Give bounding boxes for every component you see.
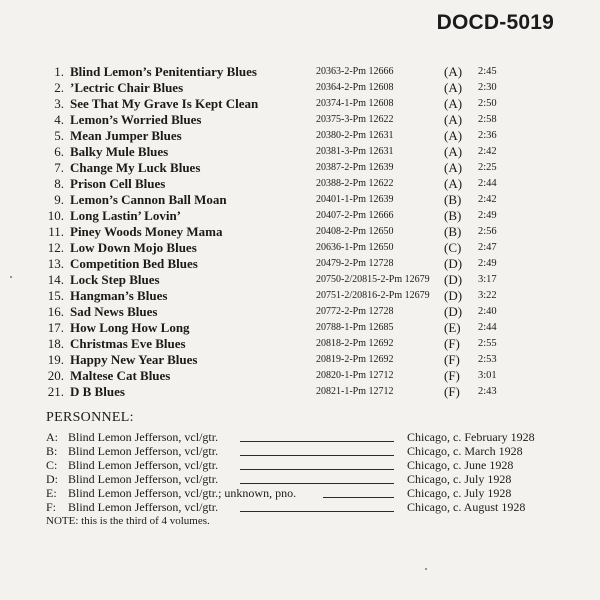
leader-rule — [240, 441, 394, 442]
matrix-number: 20788-1-Pm 12685 — [316, 322, 394, 333]
leader-rule — [240, 483, 394, 484]
track-duration: 2:55 — [478, 338, 497, 349]
track-duration: 2:49 — [478, 258, 497, 269]
paper-speck — [10, 276, 12, 278]
leader-rule — [323, 497, 394, 498]
matrix-number: 20363-2-Pm 12666 — [316, 66, 394, 77]
session-letter: (B) — [444, 224, 462, 239]
session-letter: (F) — [444, 368, 460, 383]
track-title: Hangman’s Blues — [70, 288, 168, 303]
track-list — [0, 64, 600, 400]
track-title: Competition Bed Blues — [70, 256, 198, 271]
track-number: 16. — [47, 304, 64, 319]
session-letter: (A) — [444, 64, 463, 79]
session-letter: (A) — [444, 112, 463, 127]
track-duration: 2:36 — [478, 130, 497, 141]
track-duration: 2:56 — [478, 226, 497, 237]
paper-speck — [425, 568, 427, 570]
session-letter: B: — [46, 444, 58, 458]
track-title: D B Blues — [70, 384, 125, 399]
track-row — [0, 288, 600, 304]
session-letter: (D) — [444, 256, 463, 271]
track-title: Change My Luck Blues — [70, 160, 201, 175]
matrix-number: 20820-1-Pm 12712 — [316, 370, 394, 381]
matrix-number: 20408-2-Pm 12650 — [316, 226, 394, 237]
track-duration: 3:17 — [478, 274, 497, 285]
session-letter: C: — [46, 458, 58, 472]
track-row — [0, 128, 600, 144]
musicians: Blind Lemon Jefferson, vcl/gtr. — [68, 430, 219, 444]
track-number: 8. — [54, 176, 64, 191]
personnel-row — [0, 472, 600, 486]
matrix-number: 20479-2-Pm 12728 — [316, 258, 394, 269]
recording-location-date: Chicago, c. July 1928 — [407, 486, 512, 500]
session-letter: (D) — [444, 272, 463, 287]
leader-rule — [240, 511, 394, 512]
track-number: 11. — [48, 224, 64, 239]
session-letter: (F) — [444, 384, 460, 399]
personnel-row — [0, 486, 600, 500]
recording-location-date: Chicago, c. June 1928 — [407, 458, 514, 472]
track-row — [0, 352, 600, 368]
track-number: 13. — [47, 256, 64, 271]
track-title: Balky Mule Blues — [70, 144, 169, 159]
session-letter: (C) — [444, 240, 462, 255]
track-title: Happy New Year Blues — [70, 352, 198, 367]
track-number: 14. — [47, 272, 64, 287]
track-title: Mean Jumper Blues — [70, 128, 182, 143]
track-title: Lock Step Blues — [70, 272, 160, 287]
track-row — [0, 320, 600, 336]
track-title: Lemon’s Worried Blues — [70, 112, 202, 127]
musicians: Blind Lemon Jefferson, vcl/gtr. — [68, 472, 219, 486]
recording-location-date: Chicago, c. July 1928 — [407, 472, 512, 486]
matrix-number: 20751-2/20816-2-Pm 12679 — [316, 290, 430, 301]
matrix-number: 20387-2-Pm 12639 — [316, 162, 394, 173]
track-number: 18. — [47, 336, 64, 351]
session-letter: D: — [46, 472, 58, 486]
track-title: ’Lectric Chair Blues — [70, 80, 184, 95]
volume-note: NOTE: this is the third of 4 volumes. — [46, 515, 210, 527]
track-number: 20. — [47, 368, 64, 383]
track-title: Blind Lemon’s Penitentiary Blues — [70, 64, 257, 79]
track-row — [0, 368, 600, 384]
personnel-row — [0, 444, 600, 458]
track-duration: 2:40 — [478, 306, 497, 317]
track-title: Sad News Blues — [70, 304, 158, 319]
session-letter: (F) — [444, 336, 460, 351]
track-row — [0, 336, 600, 352]
track-number: 6. — [54, 144, 64, 159]
matrix-number: 20407-2-Pm 12666 — [316, 210, 394, 221]
track-title: Low Down Mojo Blues — [70, 240, 197, 255]
session-letter: (E) — [444, 320, 461, 335]
track-duration: 2:45 — [478, 66, 497, 77]
track-duration: 2:30 — [478, 82, 497, 93]
track-number: 9. — [54, 192, 64, 207]
track-row — [0, 272, 600, 288]
matrix-number: 20380-2-Pm 12631 — [316, 130, 394, 141]
track-number: 1. — [54, 64, 64, 79]
session-letter: (A) — [444, 160, 463, 175]
session-letter: (A) — [444, 96, 463, 111]
track-number: 3. — [54, 96, 64, 111]
track-number: 7. — [54, 160, 64, 175]
recording-location-date: Chicago, c. February 1928 — [407, 430, 535, 444]
track-number: 17. — [47, 320, 64, 335]
track-number: 12. — [47, 240, 64, 255]
track-duration: 2:49 — [478, 210, 497, 221]
personnel-list — [0, 430, 600, 514]
matrix-number: 20374-1-Pm 12608 — [316, 98, 394, 109]
track-row — [0, 256, 600, 272]
track-row — [0, 304, 600, 320]
personnel-row — [0, 500, 600, 514]
matrix-number: 20772-2-Pm 12728 — [316, 306, 394, 317]
matrix-number: 20821-1-Pm 12712 — [316, 386, 394, 397]
session-letter: (D) — [444, 304, 463, 319]
track-row — [0, 64, 600, 80]
session-letter: (D) — [444, 288, 463, 303]
track-title: Long Lastin’ Lovin’ — [70, 208, 182, 223]
track-row — [0, 240, 600, 256]
leader-rule — [240, 455, 394, 456]
track-duration: 3:22 — [478, 290, 497, 301]
musicians: Blind Lemon Jefferson, vcl/gtr.; unknown, pno. — [68, 486, 297, 500]
track-number: 15. — [47, 288, 64, 303]
track-row — [0, 208, 600, 224]
session-letter: A: — [46, 430, 58, 444]
matrix-number: 20388-2-Pm 12622 — [316, 178, 394, 189]
track-title: Christmas Eve Blues — [70, 336, 186, 351]
track-row — [0, 384, 600, 400]
track-title: See That My Grave Is Kept Clean — [70, 96, 259, 111]
recording-location-date: Chicago, c. August 1928 — [407, 500, 526, 514]
track-duration: 2:44 — [478, 322, 497, 333]
session-letter: (A) — [444, 80, 463, 95]
track-row — [0, 80, 600, 96]
personnel-row — [0, 458, 600, 472]
track-duration: 2:42 — [478, 146, 497, 157]
track-row — [0, 144, 600, 160]
matrix-number: 20375-3-Pm 12622 — [316, 114, 394, 125]
track-duration: 2:42 — [478, 194, 497, 205]
matrix-number: 20636-1-Pm 12650 — [316, 242, 394, 253]
session-letter: E: — [46, 486, 57, 500]
track-row — [0, 96, 600, 112]
matrix-number: 20401-1-Pm 12639 — [316, 194, 394, 205]
track-row — [0, 176, 600, 192]
track-row — [0, 224, 600, 240]
track-row — [0, 192, 600, 208]
track-number: 21. — [47, 384, 64, 399]
track-title: Lemon’s Cannon Ball Moan — [70, 192, 227, 207]
track-number: 5. — [54, 128, 64, 143]
track-number: 10. — [47, 208, 64, 223]
track-duration: 2:50 — [478, 98, 497, 109]
session-letter: (F) — [444, 352, 460, 367]
track-duration: 2:44 — [478, 178, 497, 189]
track-row — [0, 160, 600, 176]
musicians: Blind Lemon Jefferson, vcl/gtr. — [68, 458, 219, 472]
leader-rule — [240, 469, 394, 470]
track-duration: 2:43 — [478, 386, 497, 397]
personnel-heading: PERSONNEL: — [46, 410, 134, 425]
track-title: Piney Woods Money Mama — [70, 224, 223, 239]
matrix-number: 20750-2/20815-2-Pm 12679 — [316, 274, 430, 285]
catalog-number: DOCD-5019 — [436, 11, 554, 34]
session-letter: (A) — [444, 128, 463, 143]
track-title: Prison Cell Blues — [70, 176, 166, 191]
session-letter: (A) — [444, 176, 463, 191]
track-duration: 2:47 — [478, 242, 497, 253]
matrix-number: 20818-2-Pm 12692 — [316, 338, 394, 349]
session-letter: (A) — [444, 144, 463, 159]
track-title: Maltese Cat Blues — [70, 368, 171, 383]
recording-location-date: Chicago, c. March 1928 — [407, 444, 523, 458]
musicians: Blind Lemon Jefferson, vcl/gtr. — [68, 500, 219, 514]
session-letter: (B) — [444, 192, 462, 207]
track-number: 4. — [54, 112, 64, 127]
session-letter: (B) — [444, 208, 462, 223]
session-letter: F: — [46, 500, 57, 514]
track-number: 19. — [47, 352, 64, 367]
track-row — [0, 112, 600, 128]
musicians: Blind Lemon Jefferson, vcl/gtr. — [68, 444, 219, 458]
matrix-number: 20364-2-Pm 12608 — [316, 82, 394, 93]
track-duration: 3:01 — [478, 370, 497, 381]
track-duration: 2:25 — [478, 162, 497, 173]
track-number: 2. — [54, 80, 64, 95]
track-duration: 2:58 — [478, 114, 497, 125]
track-title: How Long How Long — [70, 320, 190, 335]
personnel-row — [0, 430, 600, 444]
matrix-number: 20819-2-Pm 12692 — [316, 354, 394, 365]
track-duration: 2:53 — [478, 354, 497, 365]
matrix-number: 20381-3-Pm 12631 — [316, 146, 394, 157]
